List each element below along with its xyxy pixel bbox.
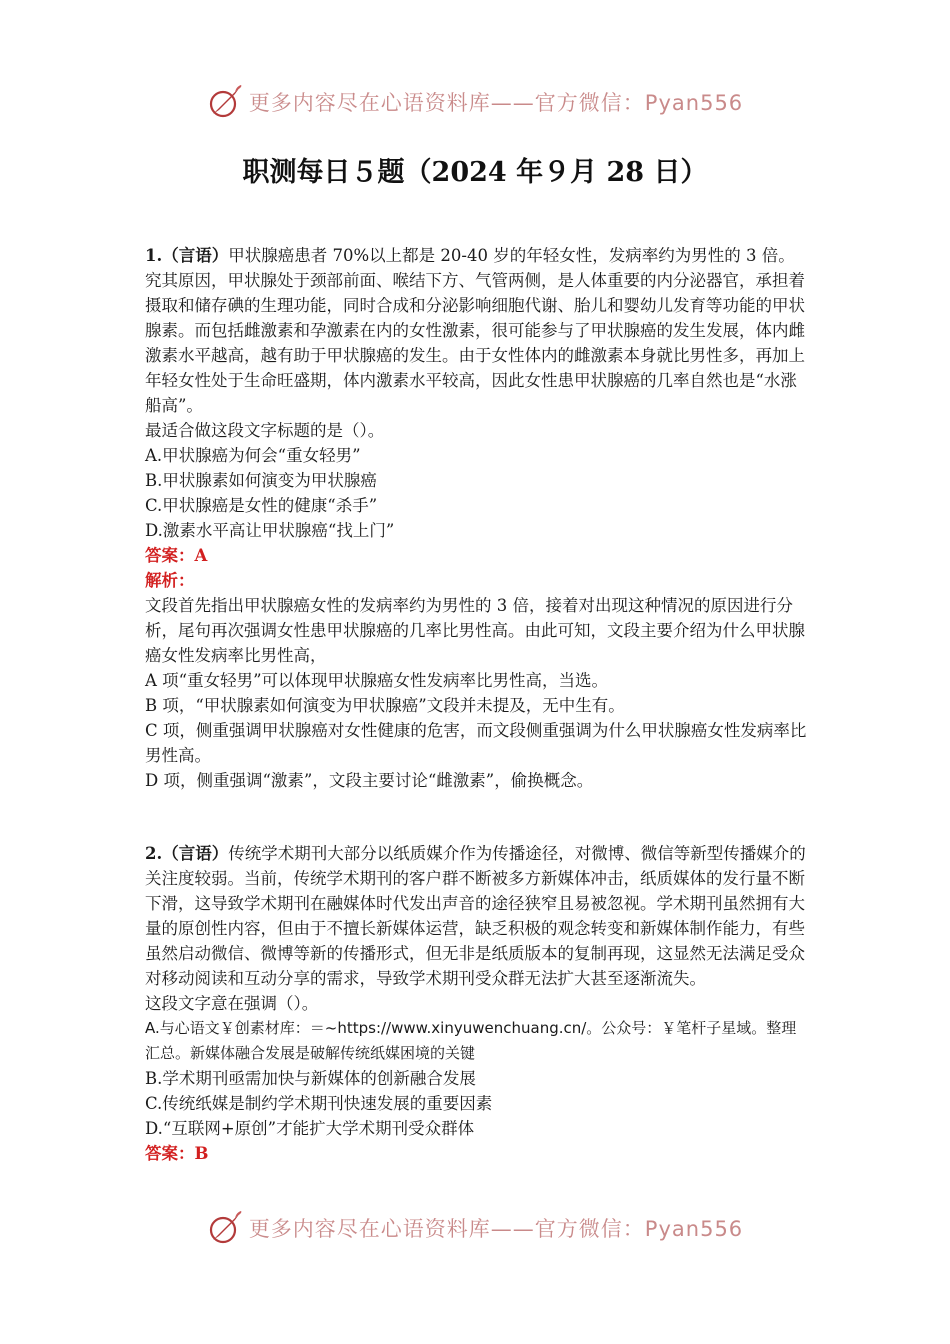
question-type: （言语） [162,246,229,265]
option-a: A.与心语文￥创素材库：＝~https://www.xinyuwenchuang.cn/。公众号：￥笔杆子星域。整理汇总。新媒体融合发展是破解传统纸媒困境的关键 [145,1019,797,1062]
option-d: D.“互联网+原创”才能扩大学术期刊受众群体 [145,1119,475,1138]
question-2-stem [145,841,810,991]
answer-label: 答案：A [145,546,208,565]
analysis-option-b: B 项，“甲状腺素如何演变为甲状腺癌”文段并未提及，无中生有。 [145,696,625,715]
watermark-text: 更多内容尽在心语资料库——官方微信：Pyan556 [248,1217,744,1241]
quill-logo-icon [207,1210,243,1246]
question-text: 甲状腺癌患者 70%以上都是 20-40 岁的年轻女性，发病率约为男性的 3 倍。究其原因，甲状腺处于颈部前面、喉结下方、气管两侧，是人体重要的内分泌器官，承担着摄取和储存碘的生理功能，同时合成和分泌影响细胞代谢、胎儿和婴幼儿发育等功能的甲状腺素。而包括雌激素和孕激素在内的女性激素，很可能参与了甲状腺癌的发生发展，体内雌激素水平越高，越有助于甲状腺癌的发生。由于女性体内的雌激素本身就比男性多，再加上年轻女性处于生命旺盛期，体内激素水平较高，因此女性患甲状腺癌的几率自然也是“水涨船高”。 [145,246,805,415]
question-number: 2. [145,844,163,863]
answer-label: 答案：B [145,1144,209,1163]
header-watermark-banner [0,82,950,122]
analysis-label: 解析： [145,571,195,590]
question-2 [145,841,810,1166]
footer-watermark-banner [0,1208,950,1248]
analysis-option-c: C 项，侧重强调甲状腺癌对女性健康的危害，而文段侧重强调为什么甲状腺癌女性发病率比男性高。 [145,721,807,765]
question-1 [145,243,810,793]
page-title: 职测每日５题（2024 年９月 28 日） [242,157,708,188]
analysis-option-a: A 项“重女轻男”可以体现甲状腺癌女性发病率比男性高，当选。 [145,671,609,690]
quill-logo-icon [207,84,243,120]
question-prompt: 最适合做这段文字标题的是（）。 [145,421,385,440]
question-text: 传统学术期刊大部分以纸质媒介作为传播途径，对微博、微信等新型传播媒介的关注度较弱。当前，传统学术期刊的客户群不断被多方新媒体冲击，纸质媒体的发行量不断下滑，这导致学术期刊在融媒体时代发出声音的途径狭窄且易被忽视。学术期刊虽然拥有大量的原创性内容，但由于不擅长新媒体运营，缺乏积极的观念转变和新媒体制作能力，有些虽然启动微信、微博等新的传播形式，但无非是纸质版本的复制再现，这显然无法满足受众对移动阅读和互动分享的需求，导致学术期刊受众群无法扩大甚至逐渐流失。 [145,844,806,988]
option-a: A.甲状腺癌为何会“重女轻男” [145,446,361,465]
question-prompt: 这段文字意在强调（）。 [145,994,319,1013]
question-type: （言语） [162,844,229,863]
question-1-stem [145,243,810,418]
watermark-text: 更多内容尽在心语资料库——官方微信：Pyan556 [248,91,744,115]
option-b: B.学术期刊亟需加快与新媒体的创新融合发展 [145,1069,476,1088]
analysis-option-d: D 项，侧重强调“激素”，文段主要讨论“雌激素”，偷换概念。 [145,771,594,790]
question-number: 1. [145,246,163,265]
option-c: C.传统纸媒是制约学术期刊快速发展的重要因素 [145,1094,493,1113]
option-b: B.甲状腺素如何演变为甲状腺癌 [145,471,377,490]
option-d: D.激素水平高让甲状腺癌“找上门” [145,521,395,540]
analysis-paragraph: 文段首先指出甲状腺癌女性的发病率约为男性的 3 倍，接着对出现这种情况的原因进行分析，尾句再次强调女性患甲状腺癌的几率比男性高。由此可知，文段主要介绍为什么甲状腺癌女性发病率比男性高， [145,596,805,665]
option-c: C.甲状腺癌是女性的健康“杀手” [145,496,378,515]
